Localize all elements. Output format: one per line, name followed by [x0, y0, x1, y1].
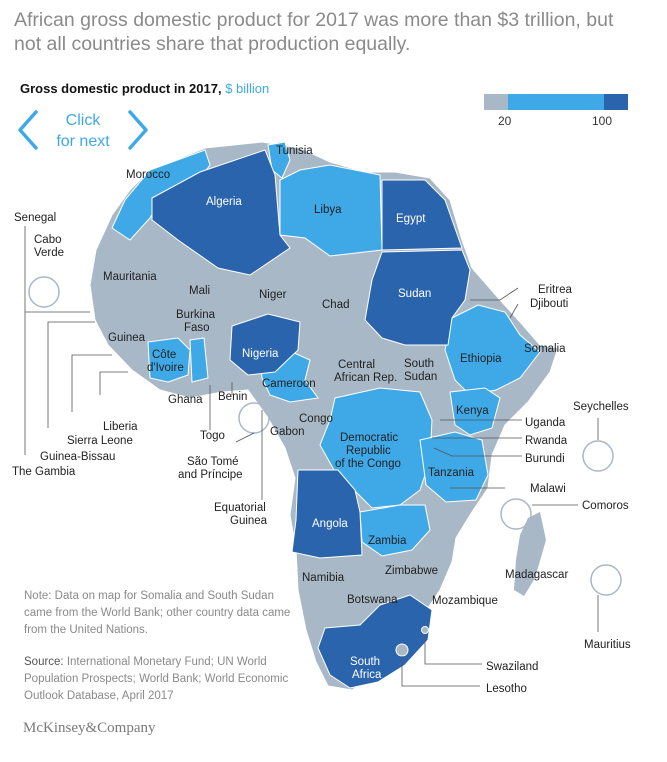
label-tunisia: Tunisia — [276, 145, 313, 157]
leader-sierra-leone — [72, 355, 112, 412]
madagascar-shape — [514, 512, 546, 596]
label-gabon: Gabon — [270, 426, 305, 438]
label-sao-2: and Príncipe — [178, 469, 243, 481]
click-for-next-label[interactable] — [40, 110, 126, 152]
leader-swaziland — [425, 634, 482, 664]
label-cabo-2: Verde — [34, 247, 65, 259]
leader-lesotho — [402, 656, 480, 686]
label-eritrea: Eritrea — [538, 284, 572, 296]
map-unit: $ billion — [225, 81, 270, 96]
label-algeria: Algeria — [206, 196, 242, 208]
label-togo: Togo — [200, 430, 225, 442]
label-burundi: Burundi — [525, 453, 565, 465]
chevron-right-icon[interactable] — [126, 108, 152, 152]
label-congo: Congo — [299, 413, 333, 425]
swaziland-shape — [422, 627, 429, 634]
label-guinea: Guinea — [108, 332, 146, 344]
label-egypt: Egypt — [396, 213, 426, 225]
leader-guinea-bissau — [48, 322, 95, 428]
source-text: International Monetary Fund; UN World Population Prospects; World Bank; World Economic Outlook Database, April 2017 — [24, 656, 289, 702]
label-kenya: Kenya — [456, 405, 489, 417]
source-block — [24, 654, 304, 705]
label-rwanda: Rwanda — [525, 435, 568, 447]
leader-sao-tome — [236, 433, 254, 442]
label-cameroon: Cameroon — [262, 378, 316, 390]
label-benin: Benin — [218, 391, 248, 403]
nav-label-line1: Click — [65, 112, 101, 129]
label-the-gambia: The Gambia — [12, 466, 76, 478]
label-eq-guinea-2: Guinea — [230, 515, 268, 527]
label-madagascar: Madagascar — [505, 569, 569, 581]
seychelles-callout — [583, 441, 613, 471]
label-mozambique: Mozambique — [432, 595, 498, 607]
label-south-africa-1: South — [350, 656, 381, 668]
label-niger: Niger — [259, 289, 287, 301]
label-south-sudan-1: South — [404, 358, 435, 370]
label-eq-guinea-1: Equatorial — [214, 502, 266, 514]
label-zambia: Zambia — [368, 535, 407, 547]
label-tanzania: Tanzania — [428, 467, 475, 479]
leader-liberia — [100, 372, 128, 395]
map-title-text: Gross domestic product in 2017, — [20, 81, 222, 96]
nav-label-line2: for next — [56, 133, 110, 150]
label-cote-1: Côte — [152, 349, 177, 361]
click-for-next-nav[interactable] — [14, 108, 154, 156]
label-liberia: Liberia — [103, 421, 138, 433]
label-car-2: African Rep. — [334, 372, 398, 384]
label-sudan: Sudan — [398, 288, 432, 300]
mauritius-callout — [591, 565, 621, 595]
chevron-left-icon[interactable] — [14, 108, 40, 152]
label-mauritius: Mauritius — [584, 639, 631, 651]
label-comoros: Comoros — [582, 500, 629, 512]
label-malawi: Malawi — [530, 483, 566, 495]
label-mali: Mali — [189, 285, 211, 297]
label-swaziland: Swaziland — [486, 661, 539, 673]
label-nigeria: Nigeria — [242, 348, 279, 360]
label-burkina-1: Burkina — [176, 309, 215, 321]
legend-tick-low: 20 — [498, 114, 512, 128]
legend-tick-high: 100 — [592, 114, 613, 128]
label-lesotho: Lesotho — [486, 683, 527, 695]
label-south-sudan-2: Sudan — [404, 371, 438, 383]
headline: African gross domestic product for 2017 was more than $3 trillion, but not all countries share that production equally. — [14, 9, 614, 55]
label-south-africa-2: Africa — [352, 669, 382, 681]
label-mauritania: Mauritania — [103, 271, 157, 283]
label-ghana: Ghana — [168, 394, 203, 406]
label-guinea-bissau: Guinea-Bissau — [40, 451, 116, 463]
cabo-verde-callout — [29, 277, 59, 307]
label-senegal: Senegal — [14, 212, 57, 224]
label-namibia: Namibia — [302, 572, 345, 584]
label-ethiopia: Ethiopia — [460, 353, 502, 365]
label-drc-1: Democratic — [340, 432, 399, 444]
sao-tome-callout — [239, 403, 269, 433]
label-drc-2: Republic — [346, 445, 391, 457]
label-uganda: Uganda — [525, 417, 566, 429]
label-cabo-1: Cabo — [34, 234, 62, 246]
label-sierra-leone: Sierra Leone — [67, 435, 133, 447]
label-morocco: Morocco — [126, 169, 171, 181]
comoros-callout — [501, 499, 531, 529]
label-somalia: Somalia — [524, 343, 566, 355]
lesotho-shape — [396, 644, 408, 656]
label-drc-3: of the Congo — [335, 458, 401, 470]
label-car-1: Central — [338, 359, 376, 371]
label-sao-1: São Tomé — [187, 456, 239, 468]
label-libya: Libya — [314, 204, 342, 216]
label-burkina-2: Faso — [184, 322, 210, 334]
label-djibouti: Djibouti — [530, 298, 569, 310]
label-cote-2: d'Ivoire — [147, 362, 184, 374]
label-zimbabwe: Zimbabwe — [385, 565, 439, 577]
label-chad: Chad — [322, 299, 350, 311]
map-note: Note: Data on map for Somalia and South Sudan came from the World Bank; other country data came from the United Nations. — [24, 590, 291, 636]
label-angola: Angola — [312, 518, 348, 530]
label-botswana: Botswana — [347, 594, 398, 606]
brand-logo: McKinsey&Company — [23, 720, 156, 736]
source-label: Source: — [24, 656, 64, 668]
label-seychelles: Seychelles — [573, 401, 629, 413]
